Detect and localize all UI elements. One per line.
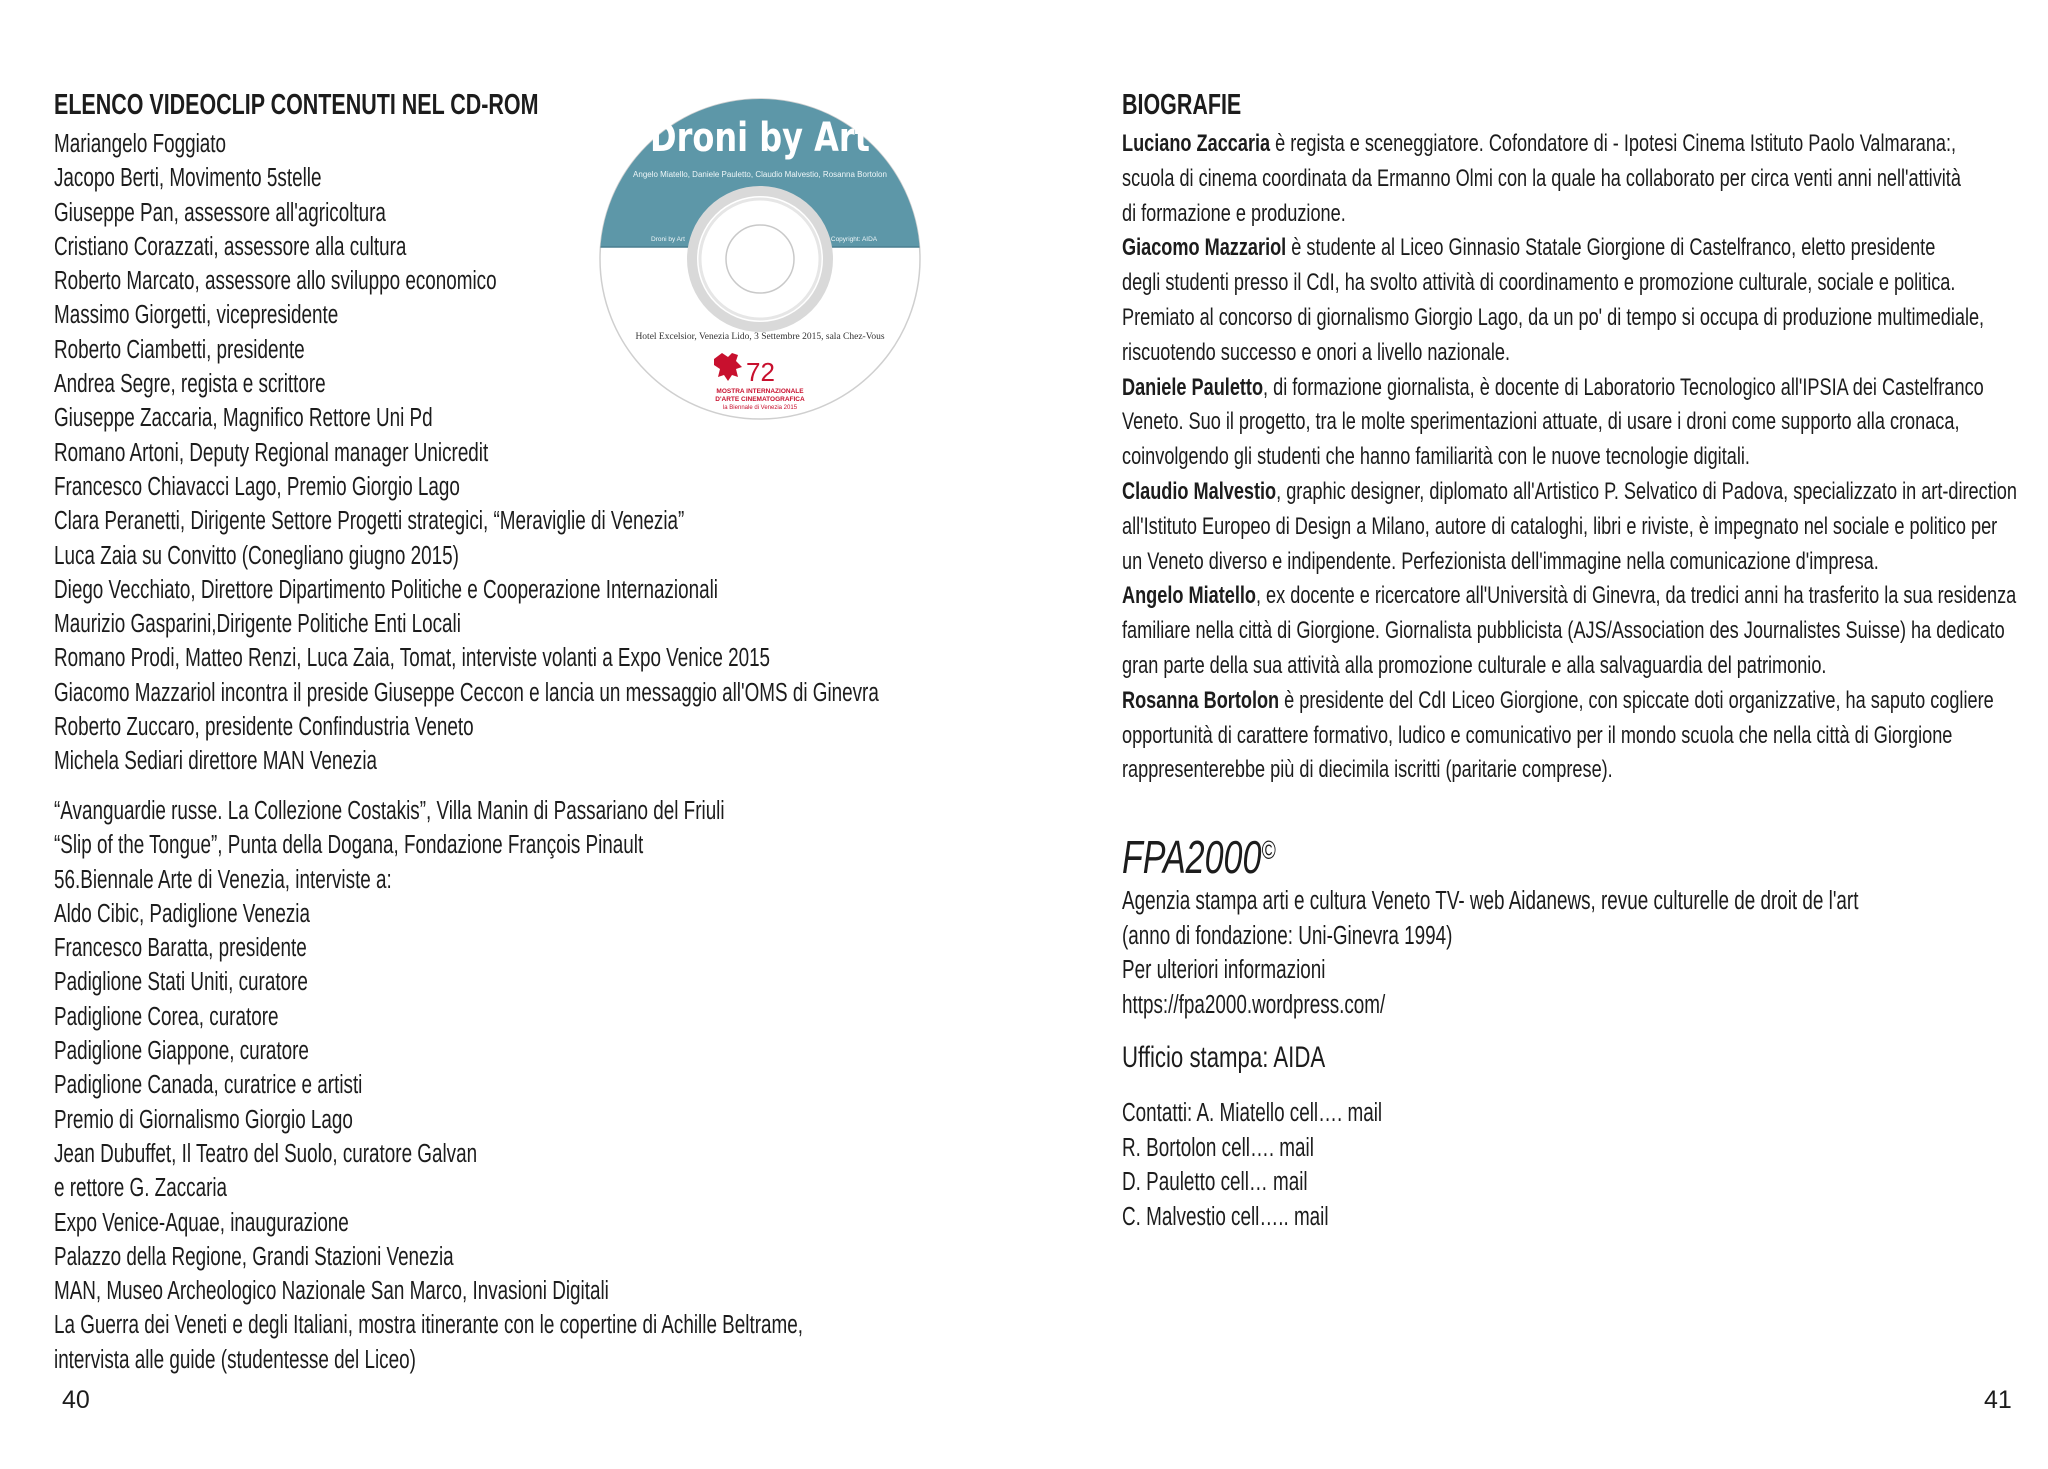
videoclip-list-heading: ELENCO VIDEOCLIP CONTENUTI NEL CD-ROM (54, 89, 539, 121)
event-item: Padiglione Canada, curatrice e artisti (54, 1071, 363, 1100)
videoclip-item: Roberto Zuccaro, presidente Confindustria Veneto (54, 713, 474, 742)
bio-text: familiare nella città di Giorgione. Giornalista pubblicista (AJS/Association des Journalistes Suisse) ha dedicato (1122, 617, 2005, 645)
event-item: Padiglione Corea, curatore (54, 1002, 279, 1031)
event-item: “Slip of the Tongue”, Punta della Dogana, Fondazione François Pinault (54, 831, 644, 860)
contact-line: C. Malvestio cell….. mail (1122, 1202, 1329, 1231)
cd-authors: Angelo Miatello, Daniele Pauletto, Claudio Malvestio, Rosanna Bortolon (633, 170, 887, 179)
videoclip-item: Giuseppe Zaccaria, Magnifico Rettore Uni Pd (54, 404, 433, 433)
bio-line (1122, 162, 2048, 197)
event-item: Aldo Cibic, Padiglione Venezia (54, 899, 310, 928)
bio-person-name: Rosanna Bortolon (1122, 686, 1280, 714)
bio-text: riscuotendo successo e onori a livello nazionale. (1122, 338, 1511, 366)
event-item: La Guerra dei Veneti e degli Italiani, mostra itinerante con le copertine di Achille Beltrame, (54, 1311, 803, 1340)
event-item: Francesco Baratta, presidente (54, 934, 307, 963)
cd-label-left: Droni by Art (651, 236, 685, 243)
cd-logo-line-2: D'ARTE CINEMATOGRAFICA (715, 396, 805, 403)
event-item: Palazzo della Regione, Grandi Stazioni Venezia (54, 1242, 454, 1271)
videoclip-item: Luca Zaia su Convitto (Conegliano giugno 2015) (54, 541, 459, 570)
bio-text: un Veneto diverso e indipendente. Perfezionista dell'immagine nella comunicazione d'impresa. (1122, 547, 1879, 575)
bio-text: degli studenti presso il CdI, ha svolto attività di coordinamento e promozione culturale, sociale e politica. (1122, 269, 1956, 297)
videoclip-item: Giacomo Mazzariol incontra il preside Giuseppe Ceccon e lancia un messaggio all'OMS di Ginevra (54, 678, 879, 707)
bio-person-name: Claudio Malvestio (1122, 477, 1277, 505)
bio-line (1122, 649, 2048, 684)
event-item: Premio di Giornalismo Giorgio Lago (54, 1105, 353, 1134)
bio-text: , di formazione giornalista, è docente di Laboratorio Tecnologico all'IPSIA dei Castelfranco (1263, 373, 1984, 401)
videoclip-item: Romano Artoni, Deputy Regional manager Unicredit (54, 438, 489, 467)
bio-text: è regista e sceneggiatore. Cofondatore di - Ipotesi Cinema Istituto Paolo Valmarana:, (1270, 130, 1957, 157)
fpa2000-info-line: https://fpa2000.wordpress.com/ (1122, 990, 1386, 1019)
biographies-heading: BIOGRAFIE (1122, 89, 1242, 121)
bio-line (1122, 579, 2048, 614)
bio-line (1122, 197, 2048, 232)
biographies-text (1122, 127, 2048, 788)
bio-line (1122, 231, 2048, 266)
videoclip-item: Roberto Ciambetti, presidente (54, 335, 305, 364)
bio-line (1122, 614, 2048, 649)
contact-line: Contatti: A. Miatello cell…. mail (1122, 1099, 1383, 1127)
videoclip-item: Romano Prodi, Matteo Renzi, Luca Zaia, Tomat, interviste volanti a Expo Venice 2015 (54, 644, 771, 673)
videoclip-item: Francesco Chiavacci Lago, Premio Giorgio Lago (54, 472, 460, 501)
cd-label-right: Copyright: AIDA (830, 236, 878, 243)
cd-title: Droni by Art (650, 113, 870, 161)
videoclip-item: Diego Vecchiato, Direttore Dipartimento Politiche e Cooperazione Internazionali (54, 575, 718, 604)
event-item: Padiglione Stati Uniti, curatore (54, 968, 308, 997)
bio-line (1122, 753, 2048, 788)
bio-person-name: Daniele Pauletto (1122, 373, 1264, 401)
cd-center-hole (726, 225, 794, 293)
bio-line (1122, 719, 2048, 754)
fpa2000-info-line: Agenzia stampa arti e cultura Veneto TV- web Aidanews, revue culturelle de droit de l'art (1122, 887, 1859, 915)
page-number-left: 40 (62, 1386, 90, 1414)
videoclip-item: Massimo Giorgetti, vicepresidente (54, 301, 339, 330)
videoclip-item: Clara Peranetti, Dirigente Settore Progetti strategici, “Meraviglie di Venezia” (54, 507, 685, 536)
bio-text: , ex docente e ricercatore all'Università di Ginevra, da tredici anni ha trasferito la sua residenza (1255, 582, 2017, 610)
cd-rom-image (596, 95, 924, 423)
fpa2000-info-line: (anno di fondazione: Uni-Ginevra 1994) (1122, 921, 1453, 950)
fpa2000-title (1122, 822, 1330, 885)
bio-person-name: Luciano Zaccaria (1122, 130, 1271, 157)
bio-text: opportunità di carattere formativo, ludico e comunicativo per il mondo scuola che nella città di Giorgione (1122, 721, 1953, 749)
bio-line (1122, 510, 2048, 545)
event-item: Padiglione Giappone, curatore (54, 1037, 309, 1066)
bio-text: di formazione e produzione. (1122, 199, 1346, 227)
bio-line (1122, 545, 2048, 580)
videoclip-item: Giuseppe Pan, assessore all'agricoltura (54, 198, 386, 227)
bio-text: coinvolgendo gli studenti che hanno familiarità con le nuove tecnologie digitali. (1122, 443, 1750, 471)
contact-line: R. Bortolon cell…. mail (1122, 1133, 1314, 1162)
bio-text: all'Istituto Europeo di Design a Milano, autore di cataloghi, libri e riviste, è impegnato nel sociale e politico per (1122, 512, 1998, 540)
fpa2000-name: FPA2000 (1122, 831, 1262, 883)
bio-text: gran parte della sua attività alla promozione culturale e alla salvaguardia del patrimonio. (1122, 651, 1827, 679)
cd-venue: Hotel Excelsior, Venezia Lido, 3 Settembre 2015, sala Chez-Vous (635, 332, 885, 342)
contact-line: D. Pauletto cell… mail (1122, 1168, 1308, 1196)
press-office: Ufficio stampa: AIDA (1122, 1041, 1326, 1074)
event-item: e rettore G. Zaccaria (54, 1174, 228, 1203)
page-number-right: 41 (1984, 1386, 2012, 1414)
bio-text: Veneto. Suo il progetto, tra le molte sperimentazioni attuate, di usare i droni come supporto alla cronaca, (1122, 408, 1960, 436)
videoclip-item: Mariangelo Foggiato (54, 130, 227, 158)
bio-text: scuola di cinema coordinata da Ermanno Olmi con la quale ha collaborato per circa venti anni nell'attività (1122, 164, 1961, 192)
bio-line (1122, 475, 2048, 510)
event-item: “Avanguardie russe. La Collezione Costakis”, Villa Manin di Passariano del Friuli (54, 797, 725, 825)
bio-line (1122, 684, 2048, 719)
cd-logo-number: 72 (746, 357, 775, 387)
cd-logo-line-3: la Biennale di Venezia 2015 (722, 405, 798, 411)
bio-line (1122, 371, 2048, 406)
fpa2000-info (1122, 884, 2048, 1022)
bio-line (1122, 440, 2048, 475)
bio-line (1122, 336, 2048, 371)
bio-text: Premiato al concorso di giornalismo Giorgio Lago, da un po' di tempo si occupa di produzione multimediale, (1122, 303, 1985, 331)
bio-person-name: Angelo Miatello (1122, 582, 1256, 610)
videoclip-item: Jacopo Berti, Movimento 5stelle (54, 164, 322, 193)
event-item: intervista alle guide (studentesse del Liceo) (54, 1345, 416, 1374)
bio-text: è presidente del CdI Liceo Giorgione, con spiccate doti organizzative, ha saputo cogliere (1279, 686, 1994, 714)
copyright-symbol: © (1261, 835, 1276, 865)
fpa2000-info-line: Per ulteriori informazioni (1122, 956, 1326, 984)
event-item: Expo Venice-Aquae, inaugurazione (54, 1208, 349, 1237)
videoclip-item: Maurizio Gasparini,Dirigente Politiche Enti Locali (54, 610, 461, 639)
videoclip-item: Andrea Segre, regista e scrittore (54, 370, 326, 399)
event-item: 56.Biennale Arte di Venezia, interviste a: (54, 865, 392, 894)
event-item: MAN, Museo Archeologico Nazionale San Marco, Invasioni Digitali (54, 1277, 609, 1306)
bio-text: rappresenterebbe più di diecimila iscritti (paritarie comprese). (1122, 756, 1613, 784)
bio-text: è studente al Liceo Ginnasio Statale Giorgione di Castelfranco, eletto presidente (1286, 234, 1936, 262)
videoclip-item: Michela Sediari direttore MAN Venezia (54, 747, 378, 776)
events-list (54, 794, 1066, 1377)
bio-person-name: Giacomo Mazzariol (1122, 234, 1287, 262)
contacts-list (1122, 1096, 1473, 1234)
bio-text: , graphic designer, diplomato all'Artistico P. Selvatico di Padova, specializzato in art-direction (1276, 477, 2017, 505)
videoclip-item: Cristiano Corazzati, assessore alla cultura (54, 232, 407, 261)
bio-line (1122, 266, 2048, 301)
bio-line (1122, 127, 2048, 162)
videoclip-item: Roberto Marcato, assessore allo sviluppo economico (54, 267, 497, 296)
bio-line (1122, 301, 2048, 336)
cd-logo-line-1: MOSTRA INTERNAZIONALE (716, 388, 804, 395)
event-item: Jean Dubuffet, Il Teatro del Suolo, curatore Galvan (54, 1139, 478, 1168)
bio-line (1122, 405, 2048, 440)
